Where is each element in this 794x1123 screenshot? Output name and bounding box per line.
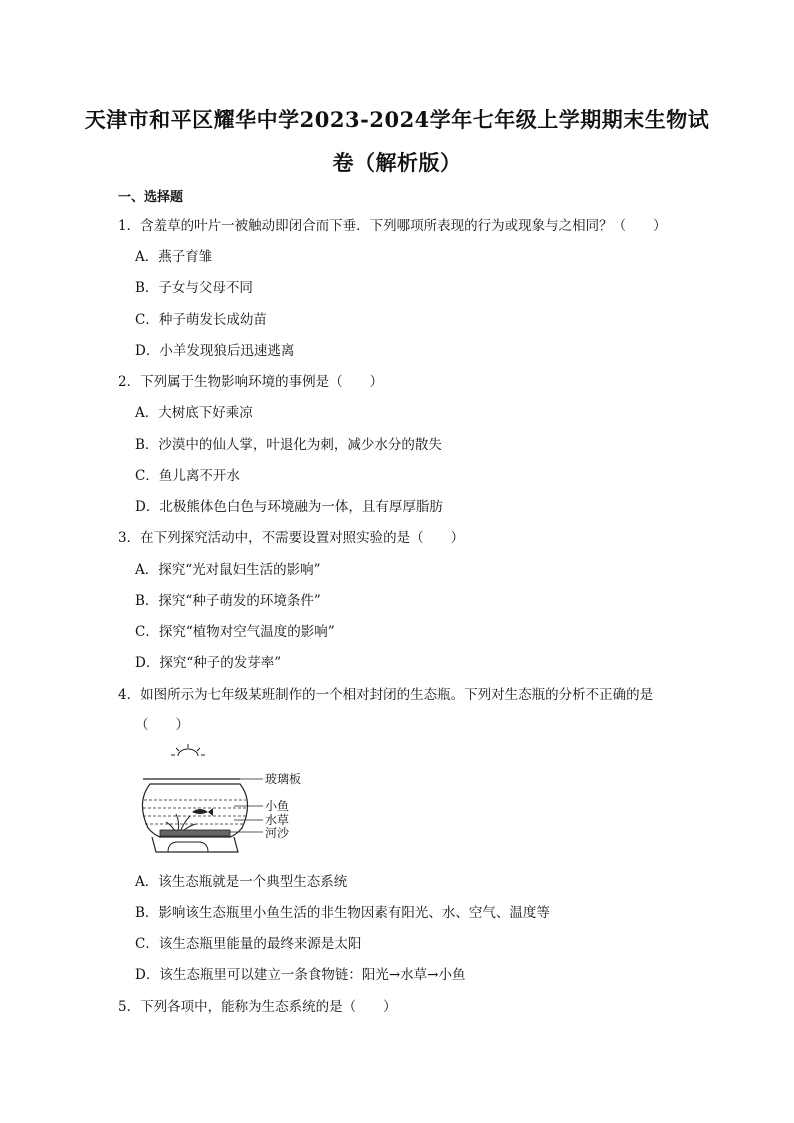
question-4-stem-continued: （ ） [135, 717, 189, 733]
question-4-stem: 4．如图所示为七年级某班制作的一个相对封闭的生态瓶。下列对生态瓶的分析不正确的是 [118, 687, 654, 703]
question-1-option-b: B．子女与父母不同 [135, 280, 253, 296]
ecological-bottle-figure [138, 742, 308, 864]
document-title-line1: 天津市和平区耀华中学2023-2024学年七年级上学期期末生物试 [84, 107, 710, 132]
question-1-option-d: D．小羊发现狼后迅速逃离 [135, 343, 295, 359]
question-1-option-c: C．种子萌发长成幼苗 [135, 312, 267, 328]
question-4-option-d: D．该生态瓶里可以建立一条食物链：阳光→水草→小鱼 [135, 967, 466, 983]
fish [192, 808, 213, 816]
label-water-plant: 水草 [265, 813, 290, 827]
water-plant [166, 814, 196, 832]
question-1-stem: 1．含羞草的叶片一被触动即闭合而下垂．下列哪项所表现的行为或现象与之相同？（ ） [118, 218, 667, 234]
question-4-option-b: B．影响该生态瓶里小鱼生活的非生物因素有阳光、水、空气、温度等 [135, 905, 550, 921]
label-glass-plate: 玻璃板 [265, 772, 302, 786]
sand [160, 830, 230, 836]
question-3-stem: 3．在下列探究活动中，不需要设置对照实验的是（ ） [118, 530, 465, 546]
question-3-option-d: D．探究“种子的发芽率” [135, 655, 282, 671]
question-4-option-a: A．该生态瓶就是一个典型生态系统 [135, 874, 348, 890]
question-2-option-a: A．大树底下好乘凉 [135, 405, 253, 421]
section-heading: 一、选择题 [118, 190, 184, 205]
question-2-option-b: B．沙漠中的仙人掌，叶退化为刺，减少水分的散失 [135, 437, 442, 453]
question-3-option-b: B．探究“种子萌发的环境条件” [135, 593, 321, 609]
question-1-option-a: A．燕子育雏 [135, 249, 213, 265]
sun-icon [171, 744, 205, 756]
document-title-line2: 卷（解析版） [332, 150, 462, 175]
question-2-stem: 2．下列属于生物影响环境的事例是（ ） [118, 374, 384, 390]
question-4-option-c: C．该生态瓶里能量的最终来源是太阳 [135, 936, 362, 952]
question-3-option-c: C．探究“植物对空气温度的影响” [135, 624, 335, 640]
question-5-stem: 5．下列各项中，能称为生态系统的是（ ） [118, 999, 397, 1015]
label-small-fish: 小鱼 [265, 799, 290, 813]
label-river-sand: 河沙 [265, 826, 290, 840]
question-2-option-d: D．北极熊体色白色与环境融为一体，且有厚厚脂肪 [135, 499, 443, 515]
question-3-option-a: A．探究“光对鼠妇生活的影响” [135, 562, 321, 578]
question-2-option-c: C．鱼儿离不开水 [135, 468, 240, 484]
